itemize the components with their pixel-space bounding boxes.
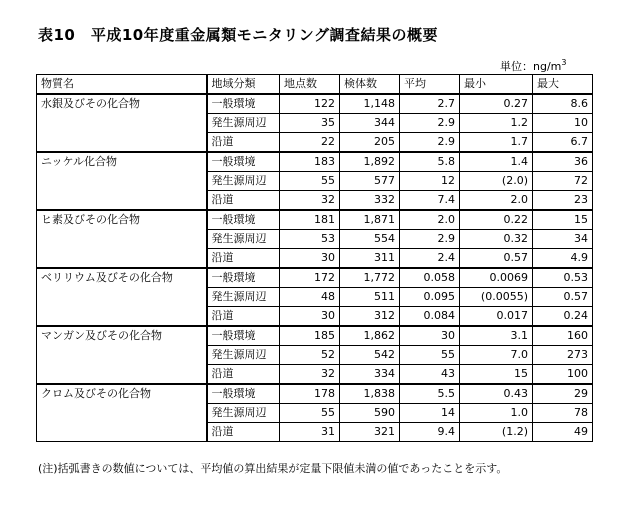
header-row: [37, 75, 593, 95]
header-substance: 物質名: [37, 75, 207, 95]
min-cell: (0.0055): [460, 288, 533, 307]
sample-count-cell: 590: [340, 404, 400, 423]
sample-count-cell: 321: [340, 423, 400, 442]
area-cell: 一般環境: [207, 326, 280, 346]
max-cell: 10: [533, 114, 593, 133]
min-cell: 0.32: [460, 230, 533, 249]
site-count-cell: 53: [280, 230, 340, 249]
substance-name: クロム及びその化合物: [37, 384, 207, 442]
sample-count-cell: 332: [340, 191, 400, 211]
max-cell: 0.53: [533, 268, 593, 288]
sample-count-cell: 334: [340, 365, 400, 385]
min-cell: 0.27: [460, 94, 533, 114]
monitoring-results-table: [36, 74, 593, 442]
max-cell: 100: [533, 365, 593, 385]
sample-count-cell: 205: [340, 133, 400, 153]
area-cell: 発生源周辺: [207, 172, 280, 191]
min-cell: 1.7: [460, 133, 533, 153]
mean-cell: 5.8: [400, 152, 460, 172]
mean-cell: 55: [400, 346, 460, 365]
area-cell: 沿道: [207, 191, 280, 211]
substance-name: ベリリウム及びその化合物: [37, 268, 207, 326]
sample-count-cell: 1,892: [340, 152, 400, 172]
area-cell: 沿道: [207, 365, 280, 385]
max-cell: 0.57: [533, 288, 593, 307]
max-cell: 78: [533, 404, 593, 423]
max-cell: 15: [533, 210, 593, 230]
min-cell: 7.0: [460, 346, 533, 365]
header-sample-count: 検体数: [340, 75, 400, 95]
area-cell: 沿道: [207, 423, 280, 442]
site-count-cell: 55: [280, 404, 340, 423]
area-cell: 一般環境: [207, 210, 280, 230]
sample-count-cell: 1,148: [340, 94, 400, 114]
mean-cell: 12: [400, 172, 460, 191]
area-cell: 発生源周辺: [207, 288, 280, 307]
sample-count-cell: 311: [340, 249, 400, 269]
min-cell: 0.43: [460, 384, 533, 404]
site-count-cell: 30: [280, 307, 340, 327]
mean-cell: 2.0: [400, 210, 460, 230]
max-cell: 29: [533, 384, 593, 404]
site-count-cell: 31: [280, 423, 340, 442]
site-count-cell: 22: [280, 133, 340, 153]
min-cell: 1.2: [460, 114, 533, 133]
max-cell: 36: [533, 152, 593, 172]
max-cell: 34: [533, 230, 593, 249]
mean-cell: 2.9: [400, 133, 460, 153]
site-count-cell: 32: [280, 191, 340, 211]
substance-name: ヒ素及びその化合物: [37, 210, 207, 268]
site-count-cell: 55: [280, 172, 340, 191]
max-cell: 49: [533, 423, 593, 442]
mean-cell: 5.5: [400, 384, 460, 404]
header-area: 地域分類: [207, 75, 280, 95]
area-cell: 沿道: [207, 249, 280, 269]
unit-superscript: 3: [561, 58, 567, 67]
table-row: [37, 384, 593, 404]
mean-cell: 2.9: [400, 114, 460, 133]
sample-count-cell: 1,862: [340, 326, 400, 346]
unit-label: [500, 58, 566, 74]
site-count-cell: 32: [280, 365, 340, 385]
sample-count-cell: 1,838: [340, 384, 400, 404]
area-cell: 発生源周辺: [207, 230, 280, 249]
min-cell: 0.22: [460, 210, 533, 230]
min-cell: 0.017: [460, 307, 533, 327]
max-cell: 8.6: [533, 94, 593, 114]
sample-count-cell: 1,871: [340, 210, 400, 230]
area-cell: 一般環境: [207, 268, 280, 288]
table-row: [37, 210, 593, 230]
site-count-cell: 181: [280, 210, 340, 230]
header-max: 最大: [533, 75, 593, 95]
min-cell: 15: [460, 365, 533, 385]
max-cell: 23: [533, 191, 593, 211]
mean-cell: 14: [400, 404, 460, 423]
substance-name: 水銀及びその化合物: [37, 94, 207, 152]
header-mean: 平均: [400, 75, 460, 95]
sample-count-cell: 542: [340, 346, 400, 365]
site-count-cell: 122: [280, 94, 340, 114]
site-count-cell: 48: [280, 288, 340, 307]
unit-text: 単位：ng/m: [500, 60, 562, 73]
table-row: [37, 152, 593, 172]
min-cell: 0.57: [460, 249, 533, 269]
substance-name: ニッケル化合物: [37, 152, 207, 210]
sample-count-cell: 312: [340, 307, 400, 327]
mean-cell: 0.095: [400, 288, 460, 307]
min-cell: 2.0: [460, 191, 533, 211]
mean-cell: 9.4: [400, 423, 460, 442]
site-count-cell: 35: [280, 114, 340, 133]
mean-cell: 2.7: [400, 94, 460, 114]
min-cell: (2.0): [460, 172, 533, 191]
site-count-cell: 183: [280, 152, 340, 172]
min-cell: (1.2): [460, 423, 533, 442]
site-count-cell: 178: [280, 384, 340, 404]
mean-cell: 0.058: [400, 268, 460, 288]
area-cell: 一般環境: [207, 152, 280, 172]
min-cell: 3.1: [460, 326, 533, 346]
site-count-cell: 52: [280, 346, 340, 365]
sample-count-cell: 344: [340, 114, 400, 133]
mean-cell: 2.4: [400, 249, 460, 269]
min-cell: 1.4: [460, 152, 533, 172]
mean-cell: 30: [400, 326, 460, 346]
area-cell: 一般環境: [207, 384, 280, 404]
sample-count-cell: 1,772: [340, 268, 400, 288]
table-title: 表10 平成10年度重金属類モニタリング調査結果の概要: [38, 26, 438, 44]
header-site-count: 地点数: [280, 75, 340, 95]
max-cell: 6.7: [533, 133, 593, 153]
area-cell: 沿道: [207, 307, 280, 327]
site-count-cell: 172: [280, 268, 340, 288]
table-row: [37, 326, 593, 346]
mean-cell: 7.4: [400, 191, 460, 211]
mean-cell: 43: [400, 365, 460, 385]
max-cell: 4.9: [533, 249, 593, 269]
min-cell: 1.0: [460, 404, 533, 423]
sample-count-cell: 554: [340, 230, 400, 249]
max-cell: 160: [533, 326, 593, 346]
table-body: [37, 75, 593, 442]
footnote: (注)括弧書きの数値については、平均値の算出結果が定量下限値未満の値であったことを示す。: [38, 462, 508, 475]
site-count-cell: 30: [280, 249, 340, 269]
substance-name: マンガン及びその化合物: [37, 326, 207, 384]
max-cell: 0.24: [533, 307, 593, 327]
mean-cell: 2.9: [400, 230, 460, 249]
area-cell: 一般環境: [207, 94, 280, 114]
max-cell: 72: [533, 172, 593, 191]
area-cell: 発生源周辺: [207, 346, 280, 365]
min-cell: 0.0069: [460, 268, 533, 288]
area-cell: 沿道: [207, 133, 280, 153]
table-row: [37, 268, 593, 288]
sample-count-cell: 511: [340, 288, 400, 307]
area-cell: 発生源周辺: [207, 114, 280, 133]
mean-cell: 0.084: [400, 307, 460, 327]
site-count-cell: 185: [280, 326, 340, 346]
max-cell: 273: [533, 346, 593, 365]
area-cell: 発生源周辺: [207, 404, 280, 423]
table-row: [37, 94, 593, 114]
header-min: 最小: [460, 75, 533, 95]
sample-count-cell: 577: [340, 172, 400, 191]
